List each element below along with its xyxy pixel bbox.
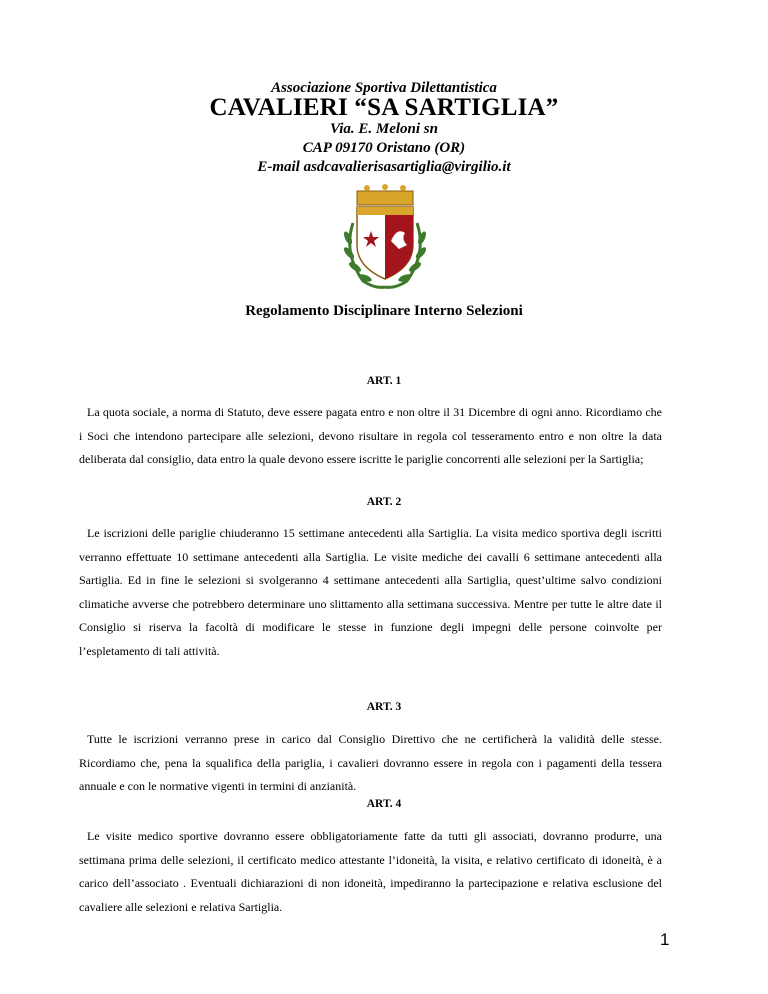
article-text: Tutte le iscrizioni verranno prese in carico dal Consiglio Direttivo che ne certificherà la validità delle stesse. Ricordiamo che, pena la squalifica della pariglia, i cavalieri dovranno essere in regola con i pagamenti della tessera annuale e con le normative vigenti in termini di anzianità. bbox=[79, 732, 662, 793]
article-text: Le iscrizioni delle pariglie chiuderanno 15 settimane antecedenti alla Sartiglia. La visita medico sportiva degli iscritti verranno effettuate 10 settimane antecedenti alla Sartiglia. Le visite mediche dei cavalli 6 settimane antecedenti alla Sartiglia. Ed in fine le selezioni si svolgeranno 4 settimane antecedenti alla Sartiglia, quest’ultime salvo condizioni climatiche avverse che potrebbero determinare uno slittamento alla settimana successiva. Mentre per tutte le altre date il Consiglio si riserva la facoltà di modificare le stesse in funzione degli impegni delle persone coinvolte per l’espletamento di tali attività. bbox=[79, 526, 662, 658]
article-heading: ART. 4 bbox=[366, 798, 402, 810]
article-heading: ART. 3 bbox=[366, 701, 402, 713]
article-text: Le visite medico sportive dovranno essere obbligatoriamente fatte da tutti gli associati, dovranno produrre, una settimana prima delle selezioni, il certificato medico attestante l’idoneità, la visita, e relativo certificato di idoneità, è a carico dell’associato . Eventuali dichiarazioni di non idoneità, impediranno la partecipazione e relativa esclusione del cavaliere alle selezioni e relativa Sartiglia. bbox=[79, 829, 662, 914]
address-line: Via. E. Meloni sn bbox=[330, 121, 438, 137]
letterhead bbox=[0, 80, 768, 177]
article-text: La quota sociale, a norma di Statuto, deve essere pagata entro e non oltre il 31 Dicembre di ogni anno. Ricordiamo che i Soci che intendono partecipare alle selezioni, devono risultare in regola col tesseramento entro e non oltre la data deliberata dal consiglio, data entro la quale devono essere iscritte le pariglie concorrenti alle selezioni per la Sartiglia; bbox=[79, 405, 662, 466]
association-name: CAVALIERI “SA SARTIGLIA” bbox=[209, 94, 559, 121]
email-line: E-mail asdcavalierisasartiglia@virgilio.it bbox=[257, 159, 511, 175]
page-number: 1 bbox=[660, 930, 670, 949]
association-logo bbox=[335, 183, 435, 293]
association-type: Associazione Sportiva Dilettantistica bbox=[271, 80, 497, 96]
article-heading: ART. 2 bbox=[366, 496, 402, 508]
article-heading: ART. 1 bbox=[366, 375, 402, 387]
document-title: Regolamento Disciplinare Interno Selezioni bbox=[245, 303, 523, 319]
city-line: CAP 09170 Oristano (OR) bbox=[302, 140, 466, 156]
